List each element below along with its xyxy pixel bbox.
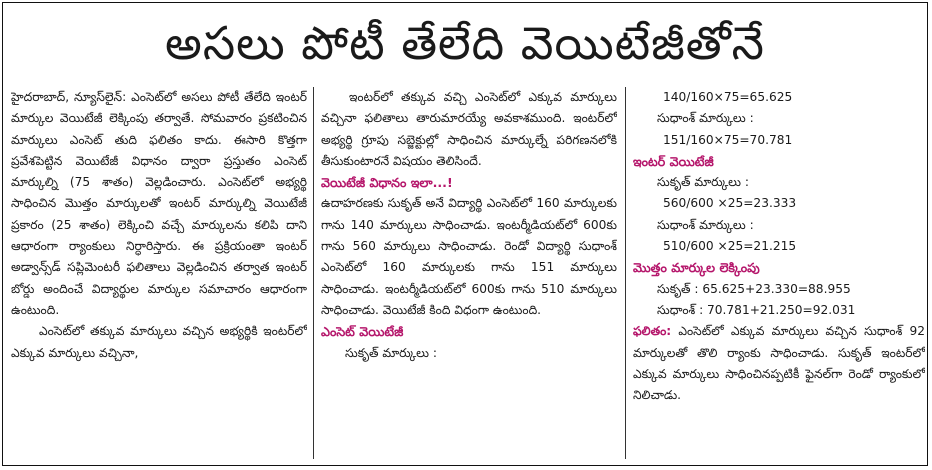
column-divider: [313, 87, 314, 459]
eamcet-sukruth-calculation: 140/160×75=65.625: [663, 90, 793, 104]
subheading-eamcet-weightage: ఎంసెట్ వెయిటేజీ: [321, 324, 404, 340]
column-divider: [625, 87, 626, 459]
sudhansh-marks-label: సుధాంశ్ మార్కులు :: [657, 111, 754, 126]
total-sudhansh: సుధాంశ్ : 70.781+21.250=92.031: [657, 302, 856, 317]
inter-sudhansh-label: సుధాంశ్ మార్కులు :: [657, 217, 754, 232]
article-headline: అసలు పోటీ తేలేది వెయిటేజీతోనే: [165, 16, 765, 70]
total-sukruth: సుకృత్ : 65.625+23.330=88.955: [657, 281, 851, 296]
article-paragraph: ఇంటర్‌లో తక్కువ వచ్చి ఎంసెట్‌లో ఎక్కువ మార్కులు వచ్చినా ఫలితాలు తారుమారయ్యే అవకాశముంది. ఇంటర్‌లో అభ్యర్థి గ్రూపు సబ్జెక్టుల్లో సాధించిన మార్కుల్నే పరిగణనలోకి తీసుకుంటారనే విషయం తెలిసిందే.: [321, 90, 617, 168]
article-frame: [2, 2, 928, 466]
sukruth-marks-label: సుకృత్ మార్కులు :: [345, 345, 437, 360]
article-column-1: [11, 87, 307, 463]
article-paragraph: హైదరాబాద్, న్యూస్‌లైన్: ఎంసెట్‌లో అసలు పోటీ తేలేది ఇంటర్ మార్కుల వెయిటేజీ లెక్కింపు తర్వాతే. సోమవారం ప్రకటించిన మార్కులు ఎంసెట్ తుది ఫలితం కాదు. ఈసారి కొత్తగా ప్రవేశపెట్టిన వెయిటేజీ విధానం ద్వారా ప్రస్తుతం ఎంసెట్ మార్కుల్ని (75 శాతం) వెల్లడించారు. ఎంసెట్‌లో అభ్యర్థి సాధించిన మొత్తం మార్కులతో ఇంటర్ మార్కుల్ని వెయిటేజీ ప్రకారం (25 శాతం) లెక్కించి వచ్చే మార్కులను కలిపి దాని ఆధారంగా ర్యాంకులు నిర్ధారిస్తారు. ఈ ప్రక్రియంతా ఇంటర్ అడ్వాన్స్‌డ్ సప్లిమెంటరీ ఫలితాలు వెల్లడించిన తర్వాత ఇంటర్ బోర్డు అందించే విద్యార్థుల మార్కుల సమాచారం ఆధారంగా ఉంటుంది.: [11, 90, 307, 317]
inter-sukruth-calculation: 560/600 ×25=23.333: [663, 196, 797, 211]
result-paragraph: [633, 321, 925, 406]
result-label: ఫలితం:: [633, 324, 672, 339]
article-column-2: [321, 87, 617, 463]
subheading-total-marks: మొత్తం మార్కుల లెక్కింపు: [633, 260, 760, 276]
article-paragraph: ఎంసెట్‌లో తక్కువ మార్కులు వచ్చిన అభ్యర్థికి ఇంటర్‌లో ఎక్కువ మార్కులు వచ్చినా,: [11, 324, 307, 360]
eamcet-sudhansh-calculation: 151/160×75=70.781: [663, 132, 793, 147]
subheading-inter-weightage: ఇంటర్ వెయిటేజీ: [633, 153, 714, 169]
result-text: ఎంసెట్‌లో ఎక్కువ మార్కులు వచ్చిన సుధాంశ్ 92 మార్కులతో తొలి ర్యాంకు సాధించాడు. సుకృత్ ఇంటర్‌లో ఎక్కువ మార్కులు సాధించినప్పటికీ ఫైనల్‌గా రెండో ర్యాంకులో నిలిచాడు.: [633, 324, 925, 403]
inter-sukruth-label: సుకృత్ మార్కులు :: [657, 175, 749, 190]
inter-sudhansh-calculation: 510/600 ×25=21.215: [663, 239, 797, 254]
article-column-3: [633, 87, 925, 463]
article-paragraph: ఉదాహరణకు సుకృత్ అనే విద్యార్థి ఎంసెట్‌లో 160 మార్కులకు గాను 140 మార్కులు సాధించాడు. ఇంటర్మీడియట్‌లో 600కు గాను 560 మార్కులు సాధించాడు. రెండో విద్యార్థి సుధాంశ్ ఎంసెట్‌లో 160 మార్కులకు గాను 151 మార్కులు సాధించాడు. ఇంటర్మీడియట్‌లో 600కు గాను 510 మార్కులు సాధించాడు. వెయిటేజీ కింది విధంగా ఉంటుంది.: [321, 196, 617, 317]
subheading-weightage-method: వెయిటేజీ విధానం ఇలా...!: [321, 175, 453, 191]
